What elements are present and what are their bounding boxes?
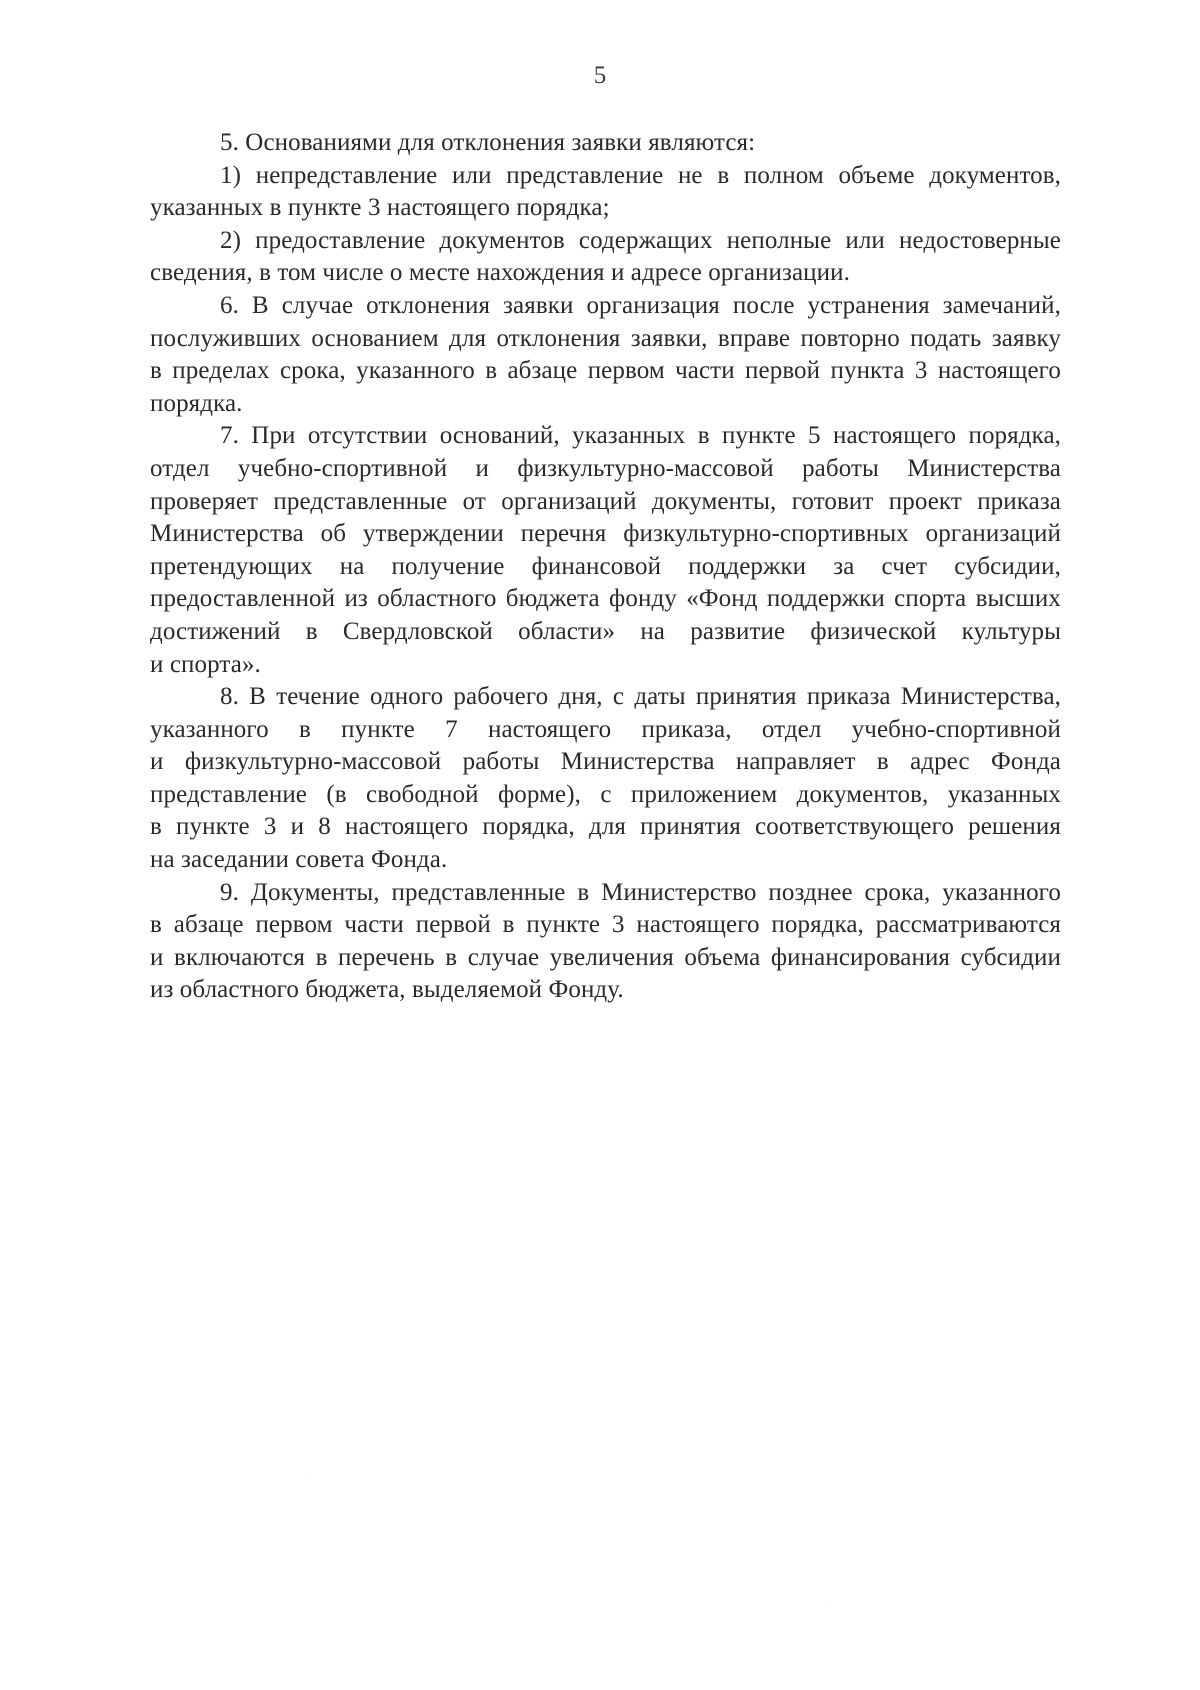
text-line: достижений в Свердловской области» на развитие физической культуры <box>150 617 1061 645</box>
text-line: указанных в пункте 3 настоящего порядка; <box>150 194 610 222</box>
text-line: 1) непредставление или представление не в полном объеме документов, <box>220 161 1061 189</box>
text-line: в пункте 3 и 8 настоящего порядка, для принятия соответствующего решения <box>150 813 1061 841</box>
text-line: Министерства об утверждении перечня физкультурно-спортивных организаций <box>150 520 1061 548</box>
text-line: 6. В случае отклонения заявки организация после устранения замечаний, <box>220 291 1061 319</box>
text-line: и включаются в перечень в случае увеличения объема финансирования субсидии <box>150 943 1061 971</box>
text-line: в пределах срока, указанного в абзаце первом части первой пункта 3 настоящего <box>150 357 1061 385</box>
scan-speck <box>826 1604 827 1605</box>
text-line: и физкультурно-массовой работы Министерства направляет в адрес Фонда <box>150 748 1061 776</box>
text-line: из областного бюджета, выделяемой Фонду. <box>150 976 624 1004</box>
text-line: на заседании совета Фонда. <box>150 846 448 874</box>
page-number: 5 <box>593 62 607 89</box>
text-line: отдел учебно-спортивной и физкультурно-массовой работы Министерства <box>150 454 1061 482</box>
text-line: 8. В течение одного рабочего дня, с даты принятия приказа Министерства, <box>220 683 1061 711</box>
paragraph-5-item-2 <box>150 225 1061 290</box>
paragraph-8 <box>150 681 1061 877</box>
text-line: указанного в пункте 7 настоящего приказа, отдел учебно-спортивной <box>150 715 1061 743</box>
text-line: 9. Документы, представленные в Министерство позднее срока, указанного <box>220 878 1061 906</box>
text-line: предоставленной из областного бюджета фонду «Фонд поддержки спорта высших <box>150 585 1061 613</box>
text-line: 5. Основаниями для отклонения заявки являются: <box>220 129 756 156</box>
text-line: и спорта». <box>150 650 261 678</box>
text-line: сведения, в том числе о месте нахождения и адресе организации. <box>150 259 850 287</box>
paragraph-7 <box>150 420 1061 681</box>
text-line: 2) предоставление документов содержащих неполные или недостоверные <box>220 226 1061 254</box>
scan-speck <box>310 1474 311 1475</box>
text-line: в абзаце первом части первой в пункте 3 настоящего порядка, рассматриваются <box>150 911 1061 939</box>
text-line: претендующих на получение финансовой поддержки за счет субсидии, <box>150 552 1061 580</box>
text-line: послуживших основанием для отклонения заявки, вправе повторно подать заявку <box>150 324 1061 352</box>
text-line: порядка. <box>150 389 243 417</box>
paragraph-6 <box>150 290 1061 420</box>
text-line: проверяет представленные от организаций документы, готовит проект приказа <box>150 487 1061 515</box>
text-line: представление (в свободной форме), с приложением документов, указанных <box>150 780 1061 808</box>
paragraph-5 <box>150 127 1061 160</box>
text-line: 7. При отсутствии оснований, указанных в пункте 5 настоящего порядка, <box>220 422 1061 450</box>
paragraph-9 <box>150 877 1061 1007</box>
paragraph-5-item-1 <box>150 160 1061 225</box>
document-body <box>150 127 1061 1007</box>
